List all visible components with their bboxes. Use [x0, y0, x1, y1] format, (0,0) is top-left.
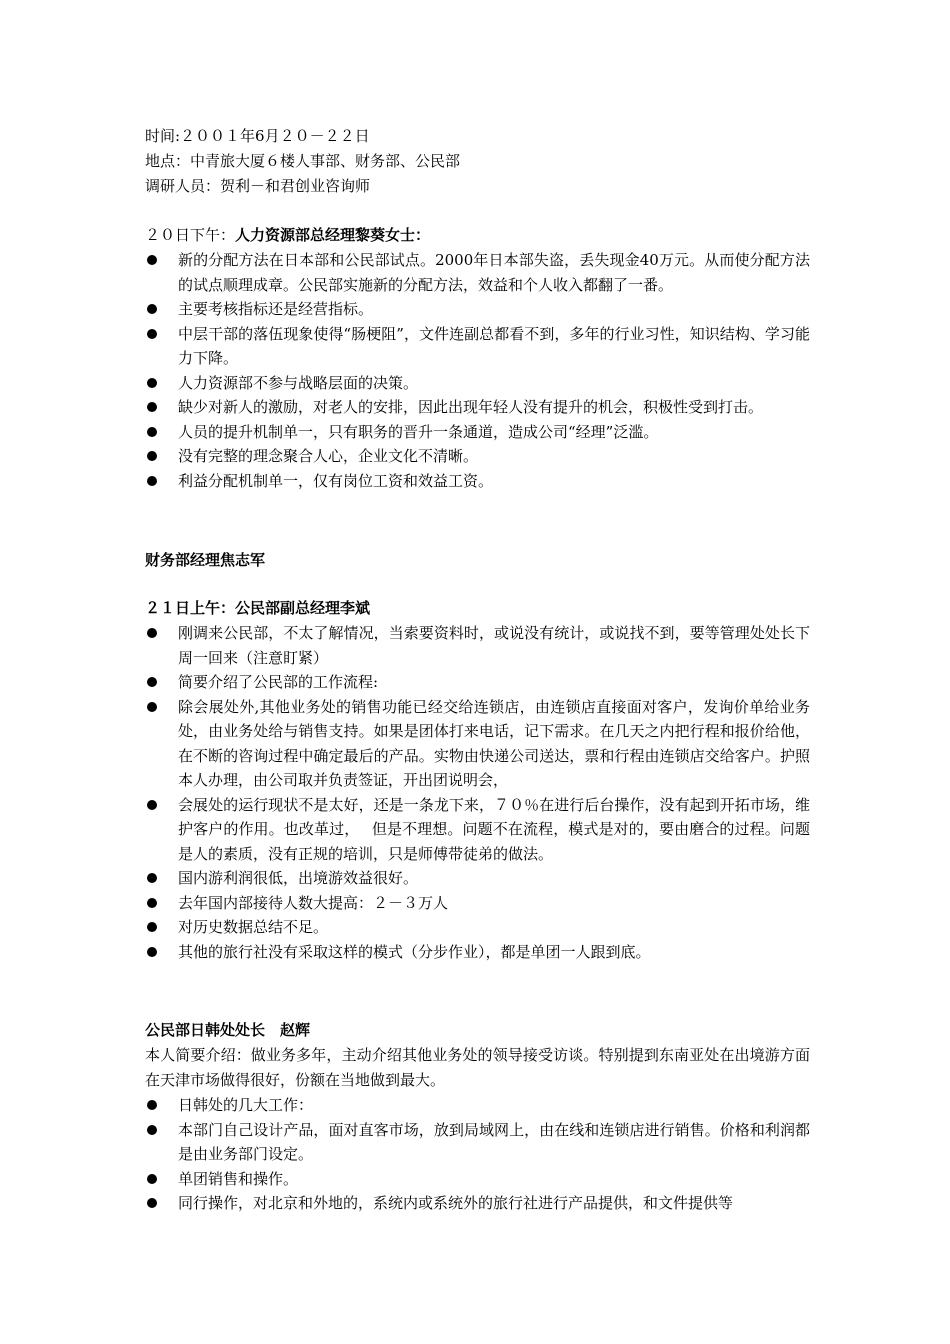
list-item: 其他的旅行社没有采取这样的模式（分步作业），都是单团一人跟到底。	[145, 940, 810, 965]
list-item: 去年国内部接待人数大提高：２－３万人	[145, 891, 810, 916]
section1-heading: 人力资源部总经理黎葵女士：	[235, 226, 431, 244]
section4-intro: 本人简要介绍：做业务多年，主动介绍其他业务处的领导接受访谈。特别提到东南亚处在出境游方面在天津市场做得很好，份额在当地做到最大。	[145, 1046, 810, 1089]
list-item: 缺少对新人的激励，对老人的安排，因此出现年轻人没有提升的机会，积极性受到打击。	[145, 395, 810, 420]
list-item: 同行操作，对北京和外地的，系统内或系统外的旅行社进行产品提供，和文件提供等	[145, 1191, 810, 1216]
section3-list	[145, 621, 810, 964]
section3-heading: ２１日上午：公民部副总经理李斌	[145, 599, 371, 617]
list-item: 中层干部的落伍现象使得“肠梗阻”，文件连副总都看不到，多年的行业习性，知识结构、学习能力下降。	[145, 322, 810, 371]
list-item: 没有完整的理念聚合人心，企业文化不清晰。	[145, 444, 810, 469]
meta-place: 地点：中青旅大厦６楼人事部、财务部、公民部	[145, 152, 461, 170]
list-item: 主要考核指标还是经营指标。	[145, 297, 810, 322]
list-item: 会展处的运行现状不是太好，还是一条龙下来，７０％在进行后台操作，没有起到开拓市场，维护客户的作用。也改革过， 但是不理想。问题不在流程，模式是对的，要由磨合的过程。问题是人的素质，没有正规的培训，只是师傅带徒弟的做法。	[145, 793, 810, 867]
list-item: 新的分配方法在日本部和公民部试点。2000年日本部失盗，丢失现金40万元。从而使分配方法的试点顺理成章。公民部实施新的分配方法，效益和个人收入都翻了一番。	[145, 248, 810, 297]
section2-heading: 财务部经理焦志军	[145, 551, 266, 569]
section4-heading: 公民部日韩处处长 赵辉	[145, 1021, 311, 1039]
list-item: 刚调来公民部，不太了解情况，当索要资料时，或说没有统计，或说找不到，要等管理处处长下周一回来（注意盯紧）	[145, 621, 810, 670]
list-item: 利益分配机制单一，仅有岗位工资和效益工资。	[145, 469, 810, 494]
list-item: 人力资源部不参与战略层面的决策。	[145, 371, 810, 396]
section1-heading-line	[145, 223, 810, 248]
list-item: 单团销售和操作。	[145, 1167, 810, 1192]
list-item: 国内游利润很低，出境游效益很好。	[145, 866, 810, 891]
section4-list	[145, 1093, 810, 1216]
section1-prefix: ２０日下午：	[145, 226, 236, 244]
meta-time: 时间:２００１年6月２０－２２日	[145, 127, 370, 145]
list-item: 对历史数据总结不足。	[145, 915, 810, 940]
list-item: 本部门自己设计产品，面对直客市场，放到局域网上，由在线和连锁店进行销售。价格和利润都是由业务部门设定。	[145, 1118, 810, 1167]
list-item: 日韩处的几大工作：	[145, 1093, 810, 1118]
list-item: 人员的提升机制单一，只有职务的晋升一条通道，造成公司“经理”泛滥。	[145, 420, 810, 445]
meta-researcher: 调研人员：贺利－和君创业咨询师	[145, 177, 371, 195]
list-item: 简要介绍了公民部的工作流程:	[145, 670, 810, 695]
section1-list	[145, 248, 810, 493]
list-item: 除会展处外,其他业务处的销售功能已经交给连锁店，由连锁店直接面对客户，发询价单给业务处，由业务处给与销售支持。如果是团体打来电话，记下需求。在几天之内把行程和报价给他，在不断的咨询过程中确定最后的产品。实物由快递公司送达，票和行程由连锁店交给客户。护照本人办理，由公司取并负责签证，开出团说明会，	[145, 695, 810, 793]
